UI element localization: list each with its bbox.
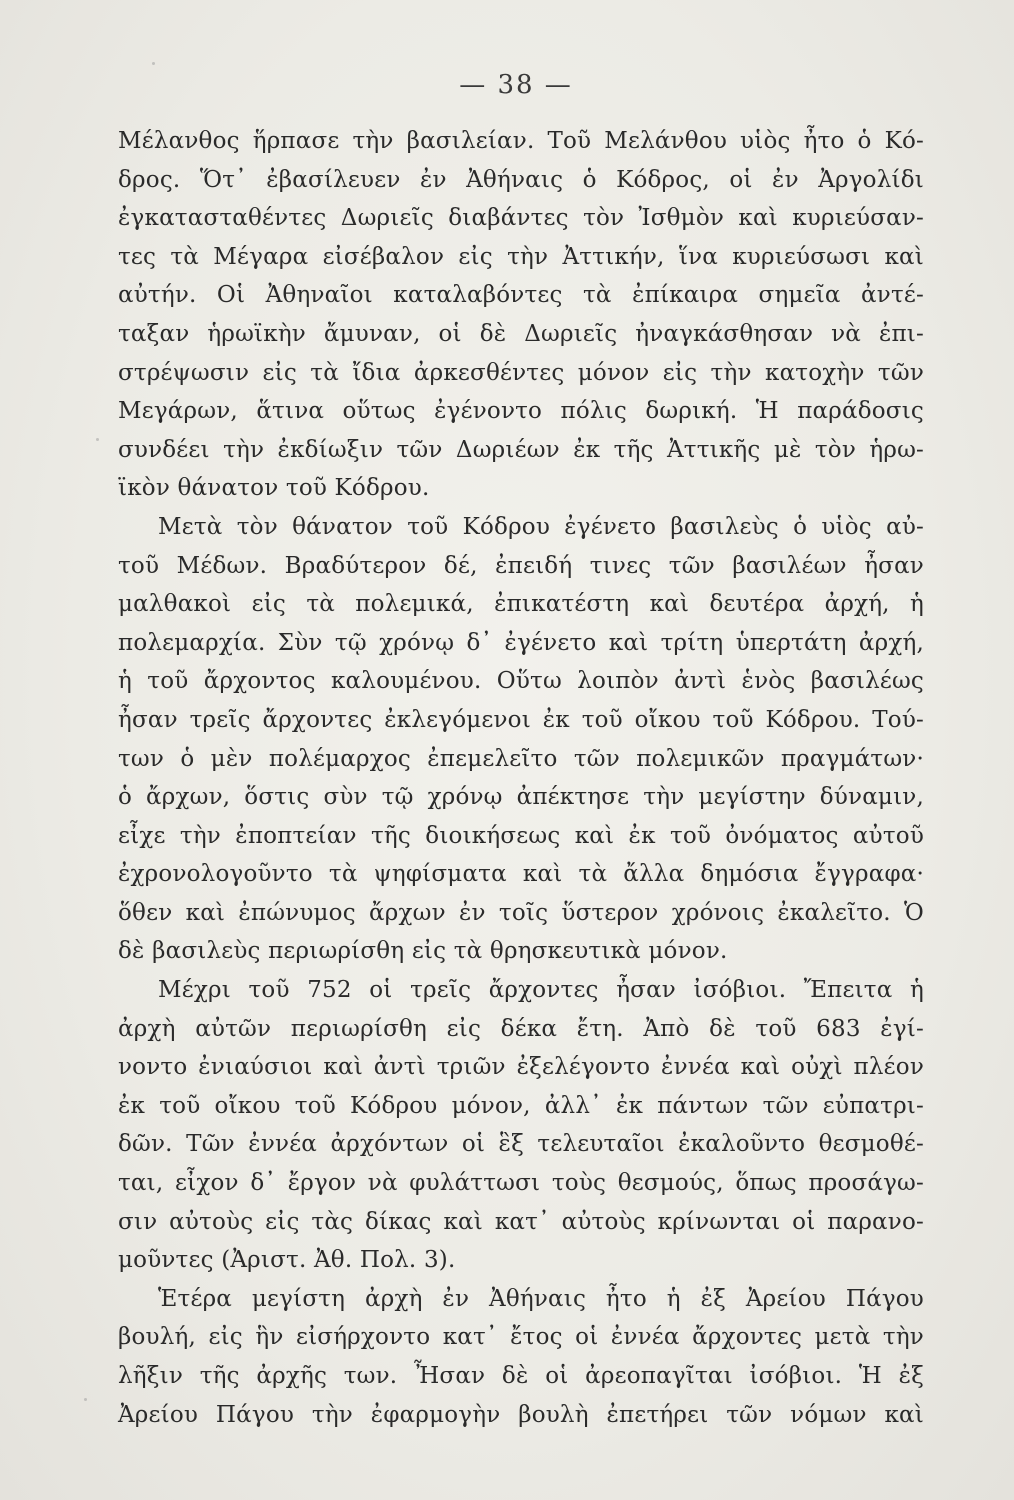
text-line: στρέψωσιν εἰς τὰ ἴδια ἀρκεσθέντες μόνον εἰς τὴν κατοχὴν τῶν (118, 359, 924, 386)
paper-speck (96, 438, 99, 441)
paper-speck (84, 1398, 87, 1401)
text-line: ϊκὸν θάνατον τοῦ Κόδρου. (118, 475, 430, 502)
text-line: ἐκ τοῦ οἴκου τοῦ Κόδρου μόνον, ἀλλ᾽ ἐκ πάντων τῶν εὐπατρι- (118, 1092, 924, 1119)
text-line: Μετὰ τὸν θάνατον τοῦ Κόδρου ἐγένετο βασιλεὺς ὁ υἱὸς αὐ- (158, 513, 924, 540)
text-line: των ὁ μὲν πολέμαρχος ἐπεμελεῖτο τῶν πολεμικῶν πραγμάτων· (118, 745, 924, 772)
text-line: τες τὰ Μέγαρα εἰσέβαλον εἰς τὴν Ἀττικήν, ἵνα κυριεύσωσι καὶ (118, 243, 924, 270)
text-line: νοντο ἐνιαύσιοι καὶ ἀντὶ τριῶν ἐξελέγοντο ἐννέα καὶ οὐχὶ πλέον (118, 1054, 924, 1081)
text-line: Ἑτέρα μεγίστη ἀρχὴ ἐν Ἀθήναις ἦτο ἡ ἐξ Ἀρείου Πάγου (158, 1285, 924, 1312)
text-line: ταξαν ἡρωϊκὴν ἄμυναν, οἱ δὲ Δωριεῖς ἠναγκάσθησαν νὰ ἐπι- (118, 320, 924, 347)
text-line: τοῦ Μέδων. Βραδύτερον δέ, ἐπειδή τινες τῶν βασιλέων ἦσαν (118, 552, 924, 579)
body-text (118, 122, 924, 1434)
text-line: ἀρχὴ αὐτῶν περιωρίσθη εἰς δέκα ἔτη. Ἀπὸ δὲ τοῦ 683 ἐγί- (118, 1015, 924, 1042)
text-line: συνδέει τὴν ἐκδίωξιν τῶν Δωριέων ἐκ τῆς Ἀττικῆς μὲ τὸν ἡρω- (118, 436, 924, 463)
text-line: ται, εἶχον δ᾽ ἔργον νὰ φυλάττωσι τοὺς θεσμούς, ὅπως προσάγω- (118, 1170, 924, 1197)
text-line: βουλή, εἰς ἣν εἰσήρχοντο κατ᾽ ἔτος οἱ ἐννέα ἄρχοντες μετὰ τὴν (118, 1324, 924, 1351)
text-line: εἶχε τὴν ἐποπτείαν τῆς διοικήσεως καὶ ἐκ τοῦ ὀνόματος αὐτοῦ (118, 822, 924, 849)
text-line: ἦσαν τρεῖς ἄρχοντες ἐκλεγόμενοι ἐκ τοῦ οἴκου τοῦ Κόδρου. Τού- (118, 706, 924, 733)
text-line: Ἀρείου Πάγου τὴν ἐφαρμογὴν βουλὴ ἐπετήρει τῶν νόμων καὶ (118, 1401, 924, 1428)
paper-speck (152, 62, 155, 65)
text-line: ὅθεν καὶ ἐπώνυμος ἄρχων ἐν τοῖς ὕστερον χρόνοις ἐκαλεῖτο. Ὁ (118, 899, 924, 926)
text-line: μοῦντες (Ἀριστ. Ἀθ. Πολ. 3). (118, 1247, 456, 1274)
text-line: πολεμαρχία. Σὺν τῷ χρόνῳ δ᾽ ἐγένετο καὶ τρίτη ὑπερτάτη ἀρχή, (118, 629, 924, 656)
text-line: μαλθακοὶ εἰς τὰ πολεμικά, ἐπικατέστη καὶ δευτέρα ἀρχή, ἡ (118, 591, 924, 618)
text-line: ὁ ἄρχων, ὅστις σὺν τῷ χρόνῳ ἀπέκτησε τὴν μεγίστην δύναμιν, (118, 784, 924, 811)
text-line: Μεγάρων, ἅτινα οὕτως ἐγένοντο πόλις δωρική. Ἡ παράδοσις (118, 398, 924, 425)
text-line: Μέχρι τοῦ 752 οἱ τρεῖς ἄρχοντες ἦσαν ἰσόβιοι. Ἔπειτα ἡ (158, 977, 924, 1004)
text-line: δρος. Ὅτ᾽ ἐβασίλευεν ἐν Ἀθήναις ὁ Κόδρος, οἱ ἐν Ἀργολίδι (118, 166, 924, 193)
text-line: ἐχρονολογοῦντο τὰ ψηφίσματα καὶ τὰ ἄλλα δημόσια ἔγγραφα· (118, 861, 924, 888)
text-line: Μέλανθος ἥρπασε τὴν βασιλείαν. Τοῦ Μελάνθου υἱὸς ἦτο ὁ Κό- (118, 128, 924, 154)
text-line: ἡ τοῦ ἄρχοντος καλουμένου. Οὕτω λοιπὸν ἀντὶ ἑνὸς βασιλέως (118, 668, 924, 695)
text-line: αὐτήν. Οἱ Ἀθηναῖοι καταλαβόντες τὰ ἐπίκαιρα σημεῖα ἀντέ- (118, 282, 924, 309)
text-line: λῆξιν τῆς ἀρχῆς των. Ἦσαν δὲ οἱ ἀρεοπαγῖται ἰσόβιοι. Ἡ ἐξ (118, 1363, 924, 1389)
text-line: δὲ βασιλεὺς περιωρίσθη εἰς τὰ θρησκευτικὰ μόνον. (118, 938, 728, 965)
text-line: δῶν. Τῶν ἐννέα ἀρχόντων οἱ ἓξ τελευταῖοι ἐκαλοῦντο θεσμοθέ- (118, 1131, 924, 1158)
page-number: — 38 — (459, 70, 573, 100)
text-line: ἐγκατασταθέντες Δωριεῖς διαβάντες τὸν Ἰσθμὸν καὶ κυριεύσαν- (118, 205, 924, 232)
text-line: σιν αὐτοὺς εἰς τὰς δίκας καὶ κατ᾽ αὐτοὺς κρίνωνται οἱ παρανο- (118, 1208, 924, 1235)
